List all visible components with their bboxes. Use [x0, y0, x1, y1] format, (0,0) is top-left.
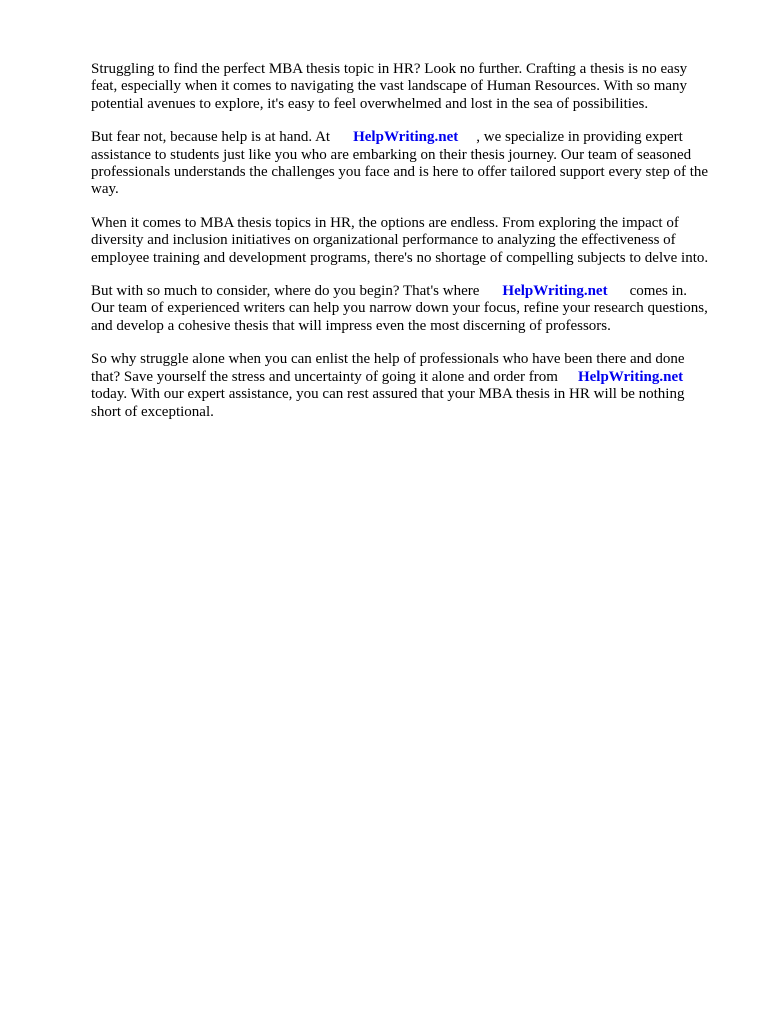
- paragraph-text: , we specialize in providing expert assistance to students just like you who are embarking on their thesis journey. Our team of seasoned professionals understands the challenges you face and is here to offer tailored support every step of the way.: [91, 129, 709, 198]
- paragraph-help-at-hand: [91, 129, 711, 199]
- paragraph-intro: Struggling to find the perfect MBA thesis topic in HR? Look no further. Crafting a thesis is no easy feat, especially when it comes to navigating the vast landscape of Human Resources. With so many potential avenues to explore, it's easy to feel overwhelmed and lost in the sea of possibilities.: [91, 61, 688, 112]
- paragraph-conclusion: [91, 351, 711, 421]
- paragraph-where-to-begin: [91, 283, 711, 335]
- paragraph-text: But with so much to consider, where do you begin? That's where: [91, 283, 480, 300]
- paragraph-text: today. With our expert assistance, you can rest assured that your MBA thesis in HR will be nothing short of exceptional.: [91, 386, 685, 420]
- paragraph-text: So why struggle alone when you can enlist the help of professionals who have been there and done that? Save yourself the stress and uncertainty of going it alone and order from: [91, 351, 685, 385]
- helpwriting-link[interactable]: HelpWriting.net: [577, 368, 684, 385]
- helpwriting-link[interactable]: HelpWriting.net: [502, 283, 608, 300]
- paragraph-text: But fear not, because help is at hand. At: [91, 129, 331, 146]
- paragraph-topics: When it comes to MBA thesis topics in HR, the options are endless. From exploring the impact of diversity and inclusion initiatives on organizational performance to analyzing the effectiveness of employee training and development programs, there's no shortage of compelling subjects to delve into.: [91, 214, 709, 266]
- paragraph-text: comes in. Our team of experienced writers can help you narrow down your focus, refine your research questions, and develop a cohesive thesis that will impress even the most discerning of professors.: [91, 283, 708, 334]
- helpwriting-link[interactable]: HelpWriting.net: [353, 129, 459, 146]
- document-body: [91, 61, 711, 437]
